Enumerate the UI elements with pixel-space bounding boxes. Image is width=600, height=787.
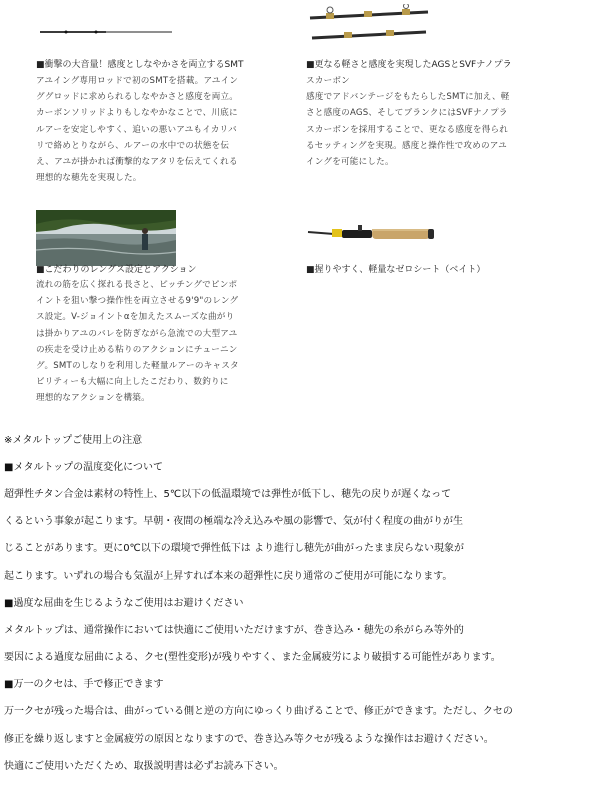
note-line: じることがあります。更に0℃以下の環境で弾性低下は より進行し穂先が曲がったまま戻らない現象が [4, 543, 464, 555]
note-line: ■万一のクセは、手で修正できます [4, 679, 164, 691]
feature-body: スカーボン 感度でアドバンテージをもたらしたSMTに加え、軽 さと感度のAGS、そしてブランクにはSVFナノプラ スカーボンを採用することで、更なる感度を得られ るセッティングを実現。感度と操作性で攻めのアユ イングを可能にした。 [306, 76, 510, 168]
metal-top-caution-notes [4, 420, 598, 787]
note-line: 万一クセが残った場合は、曲がっている側と逆の方向にゆっくり曲げることで、修正ができます。ただし、クセの [4, 706, 513, 718]
feature-heading: ■こだわりのレングス設定とアクション [36, 265, 197, 275]
note-line: ■メタルトップの温度変化について [4, 461, 163, 473]
rod-blank-photo [306, 4, 432, 44]
feature-heading: ■握りやすく、軽量なゼロシート（ベイト） [306, 265, 486, 275]
note-line: 快適にご使用いただくため、取扱説明書は必ずお読み下さい。 [4, 760, 284, 772]
note-line: ■過度な屈曲を生じるようなご使用はお避けください [4, 597, 244, 609]
river-landscape-photo [36, 210, 176, 266]
reel-seat-photo [306, 222, 436, 250]
note-line: 超弾性チタン合金は素材の特性上、5℃以下の低温環境では弾性が低下し、穂先の戻りが遅くなって [4, 488, 452, 500]
feature-heading: ■更なる軽さと感度を実現したAGSとSVFナノプラ [306, 60, 512, 70]
note-line: 起こります。いずれの場合も気温が上昇すれば本来の超弾性に戻り通常のご使用が可能になります。 [4, 570, 453, 582]
feature-body: 流れの筋を広く探れる長さと、ピッチングでピンポ イントを狙い撃つ操作性を両立させる9'9"のレング ス設定。V-ジョイントαを加えたスムーズな曲がり は掛かりアユのバレを防ぎながら急流での大型アユ の疾走を受け止める粘りのアクションにチューニン グ。SMTのしなりを利用した軽量ルアーのキャスタ ビリティーも大幅に向上したこだわり、数釣りに 理想的なアクションを構築。 [36, 280, 239, 404]
note-line: メタルトップは、通常操作においては快適にご使用いただけますが、巻き込み・穂先の糸がらみ等外的 [4, 624, 464, 636]
rod-tip-photo [36, 20, 176, 42]
feature-heading: ■衝撃の大音量！感度としなやかさを両立するSMT [36, 60, 244, 70]
note-line: くるという事象が起こります。早朝・夜間の極端な冷え込みや風の影響で、気が付く程度の曲がりが生 [4, 516, 463, 528]
feature-body: アユイング専用ロッドで初のSMTを搭載。アユイン ググロッドに求められるしなやかさと感度を両立。 カーボンソリッドよりもしなやかなことで、川底に ルアーを安定しやすく、追いの悪いアユもイカリバ リで絡めとりながら、ルアーの水中での状態を伝 え、アユが掛かれば衝撃的なアタリを伝えてくれる 理想的な穂先を実現した。 [36, 76, 239, 184]
note-line: ※メタルトップご使用上の注意 [4, 434, 143, 446]
note-line: 要因による過度な屈曲による、クセ(塑性変形)が残りやすく、また金属疲労により破損する可能性があります。 [4, 652, 501, 664]
note-line: 修正を繰り返しますと金属疲労の原因となりますので、巻き込み等クセが残るような操作はお避けください。 [4, 733, 494, 745]
